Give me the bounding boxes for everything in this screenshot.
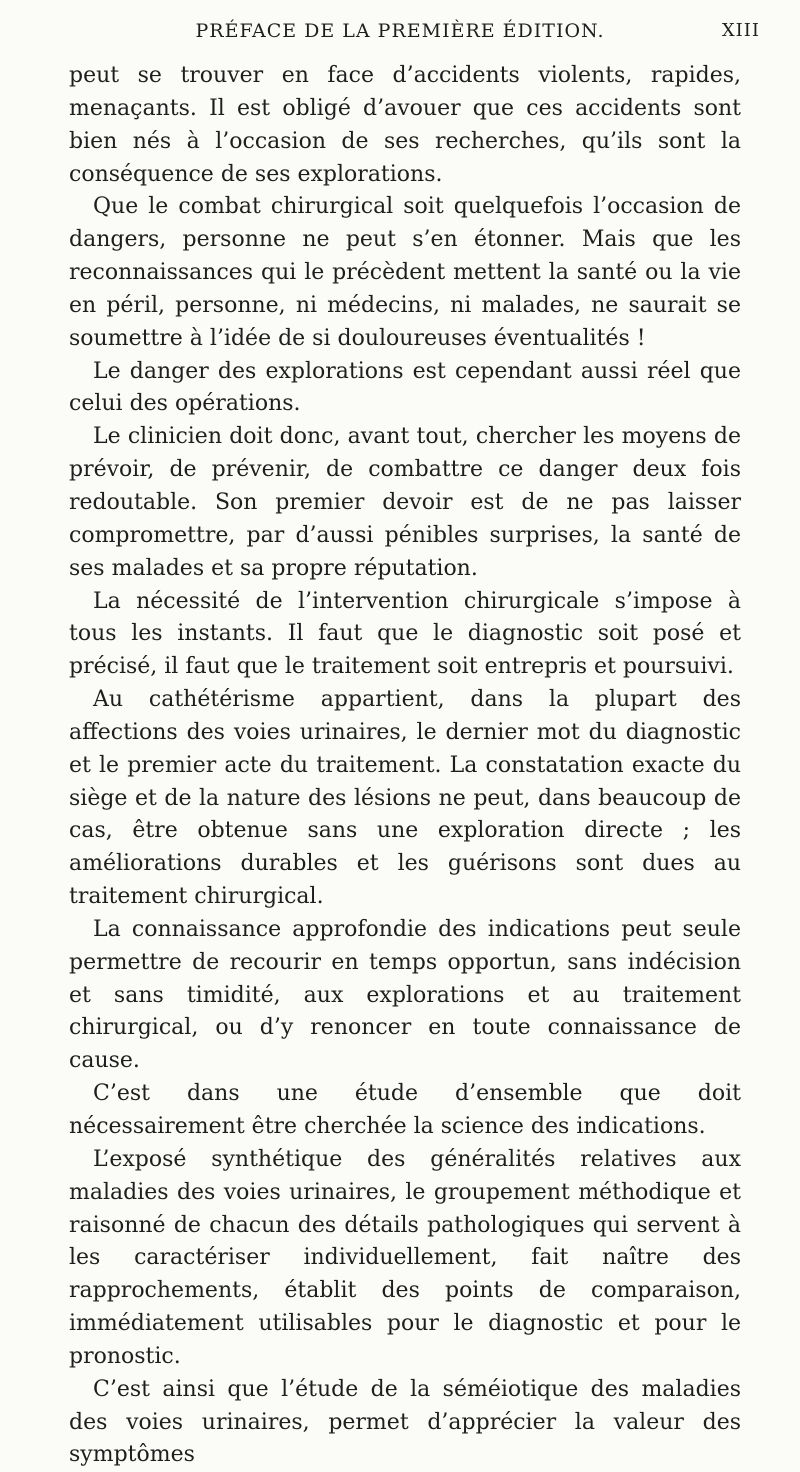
page-number: XIII: [721, 20, 760, 41]
running-head: [100, 20, 760, 50]
body-text: [69, 60, 741, 1472]
running-title: PRÉFACE DE LA PREMIÈRE ÉDITION.: [195, 20, 605, 42]
paragraph: Que le combat chirurgical soit quelquefois l’occasion de dangers, personne ne peut s’en étonner. Mais que les reconnaissances qui le précèdent mettent la santé ou la vie en péril, personne, ni médecins, ni malades, ne saurait se soumettre à l’idée de si douloureuses éventualités !: [69, 194, 741, 351]
paragraph: La nécessité de l’intervention chirurgicale s’impose à tous les instants. Il faut que le diagnostic soit posé et précisé, il faut que le traitement soit entrepris et poursuivi.: [69, 588, 741, 680]
paragraph: La connaissance approfondie des indications peut seule permettre de recourir en temps opportun, sans indécision et sans timidité, aux explorations et au traitement chirurgical, ou d’y renoncer en toute connaissance de cause.: [69, 916, 741, 1074]
paragraph: peut se trouver en face d’accidents violents, rapides, menaçants. Il est obligé d’avouer que ces accidents sont bien nés à l’occasion de ses recherches, qu’ils sont la conséquence de ses explorations.: [69, 63, 741, 187]
paragraph: Au cathétérisme appartient, dans la plupart des affections des voies urinaires, le dernier mot du diagnostic et le premier acte du traitement. La constatation exacte du siège et de la nature des lésions ne peut, dans beaucoup de cas, être obtenue sans une exploration directe ; les améliorations durables et les guérisons sont dues au traitement chirurgical.: [69, 687, 741, 910]
paragraph: Le clinicien doit donc, avant tout, chercher les moyens de prévoir, de prévenir, de combattre ce danger deux fois redoutable. Son premier devoir est de ne pas laisser compromettre, par d’aussi pénibles surprises, la santé de ses malades et sa propre réputation.: [69, 424, 741, 581]
paragraph: C’est dans une étude d’ensemble que doit nécessairement être cherchée la science des indications.: [69, 1081, 741, 1139]
paragraph: C’est ainsi que l’étude de la séméiotique des maladies des voies urinaires, permet d’apprécier la valeur des symptômes: [69, 1376, 741, 1468]
paragraph: L’exposé synthétique des généralités relatives aux maladies des voies urinaires, le groupement méthodique et raisonné de chacun des détails pathologiques qui servent à les caractériser individuellement, fait naître des rapprochements, établit des points de comparaison, immédiatement utilisables pour le diagnostic et pour le pronostic.: [69, 1146, 741, 1369]
paragraph: Le danger des explorations est cependant aussi réel que celui des opérations.: [69, 358, 741, 417]
